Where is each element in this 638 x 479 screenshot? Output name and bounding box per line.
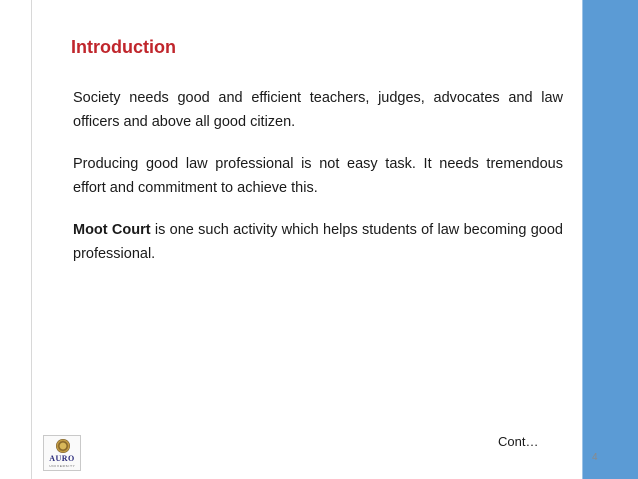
seal-icon [56, 439, 70, 453]
slide-title: Introduction [71, 37, 176, 57]
logo-subtitle: U N I V E R S I T Y [49, 464, 75, 468]
slide-body [73, 86, 563, 284]
moot-court-description: is one such activity which helps students of law becoming good professional. [73, 222, 563, 262]
left-divider-line [31, 0, 32, 479]
university-logo [43, 435, 81, 471]
page-number: 4 [592, 452, 598, 463]
paragraph-moot-court [73, 218, 563, 266]
paragraph-producing: Producing good law professional is not easy task. It needs tremendous effort and commitment to achieve this. [73, 156, 563, 196]
logo-wordmark: AURO [49, 454, 75, 463]
accent-band-edge [582, 0, 583, 479]
continue-label: Cont… [498, 434, 539, 449]
paragraph-society: Society needs good and efficient teachers, judges, advocates and law officers and above all good citizen. [73, 90, 563, 130]
moot-court-term: Moot Court [73, 222, 151, 238]
accent-side-band [582, 0, 638, 479]
